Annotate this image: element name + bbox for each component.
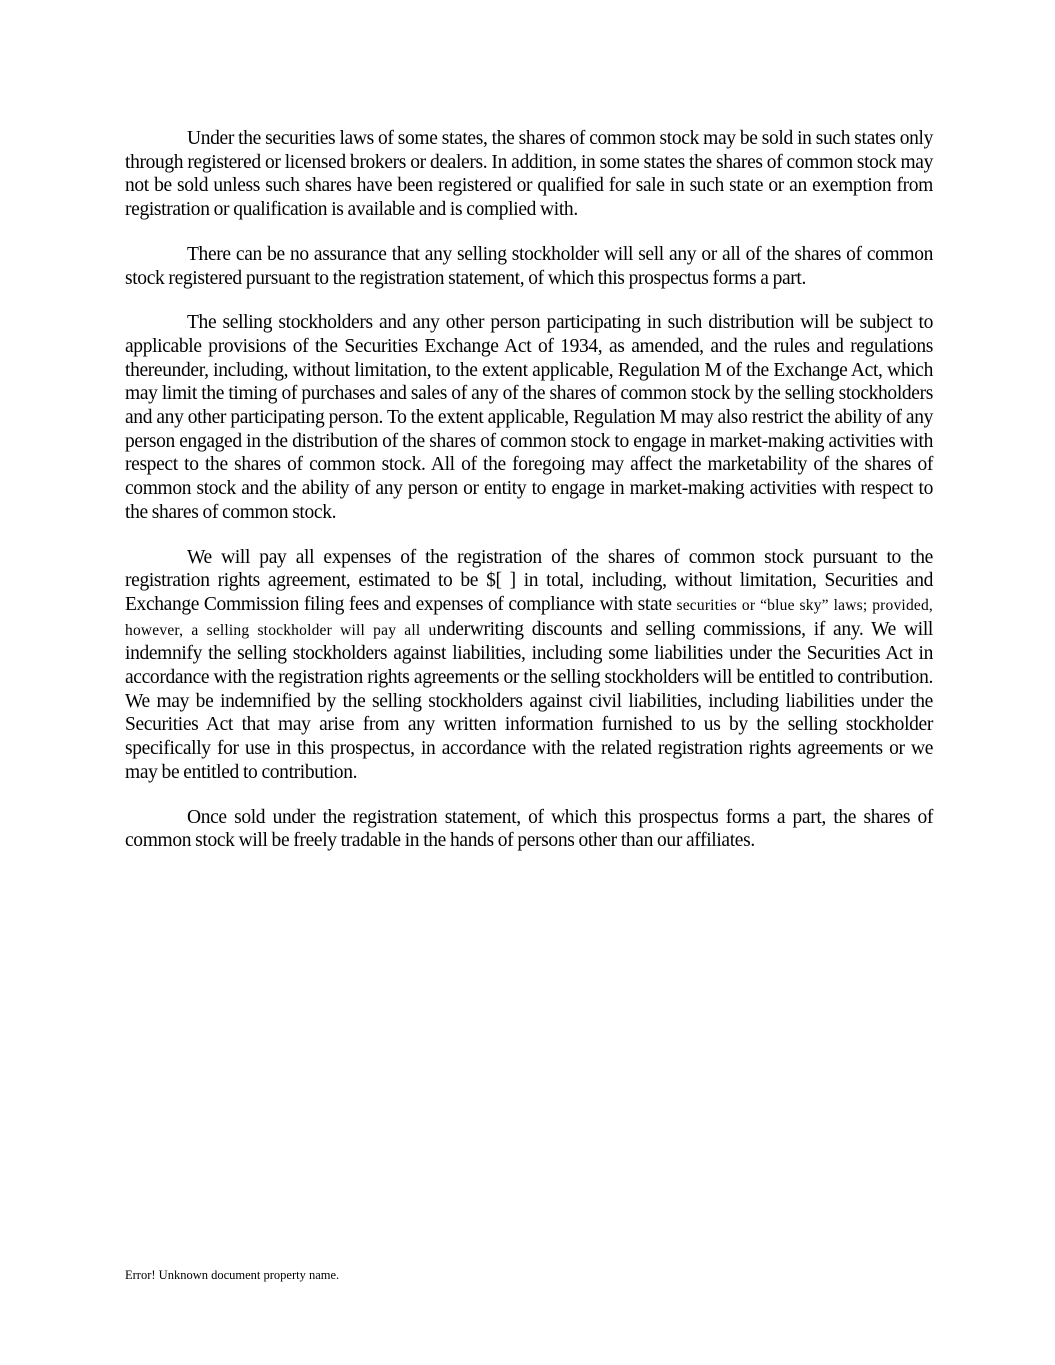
paragraph-no-assurance: There can be no assurance that any selling stockholder will sell any or all of the shares of common stock registered pursuant to the registration statement, of which this prospectus forms a part.	[125, 243, 933, 289]
page-footer: Error! Unknown document property name.	[125, 1268, 340, 1282]
expenses-text-part-1: We will pay all expenses of the registration of the shares of common stock pursuant to the registration rights agreement, estimated to be $[ ] in total, including, without limitation, Securities and Exchange Commission filing fees and expenses of compliance with state	[125, 546, 933, 615]
expenses-text-part-2: securities or “blue sky” laws; provided, however, a selling stockholder will pay all u	[125, 596, 933, 639]
paragraph-registration-expenses	[125, 546, 933, 785]
document-body	[125, 127, 933, 853]
paragraph-exchange-act-provisions: The selling stockholders and any other person participating in such distribution will be subject to applicable provisions of the Securities Exchange Act of 1934, as amended, and the rules and regulations thereunder, including, without limitation, to the extent applicable, Regulation M of the Exchange Act, which may limit the timing of purchases and sales of any of the shares of common stock by the selling stockholders and any other participating person. To the extent applicable, Regulation M may also restrict the ability of any person engaged in the distribution of the shares of common stock to engage in market-making activities with respect to the shares of common stock. All of the foregoing may affect the marketability of the shares of common stock and the ability of any person or entity to engage in market-making activities with respect to the shares of common stock.	[125, 312, 933, 523]
expenses-text-part-3: nderwriting discounts and selling commissions, if any. We will indemnify the selling stockholders against liabilities, including some liabilities under the Securities Act in accordance with the registration rights agreements or the selling stockholders will be entitled to contribution. We may be indemnified by the selling stockholders against civil liabilities, including liabilities under the Securities Act that may arise from any written information furnished to us by the selling stockholder specifically for use in this prospectus, in accordance with the related registration rights agreements or we may be entitled to contribution.	[125, 618, 933, 783]
paragraph-freely-tradable: Once sold under the registration statement, of which this prospectus forms a part, the shares of common stock will be freely tradable in the hands of persons other than our affiliates.	[125, 806, 933, 852]
paragraph-state-securities-laws: Under the securities laws of some states, the shares of common stock may be sold in such states only through registered or licensed brokers or dealers. In addition, in some states the shares of common stock may not be sold unless such shares have been registered or qualified for sale in such state or an exemption from registration or qualification is available and is complied with.	[125, 128, 933, 221]
